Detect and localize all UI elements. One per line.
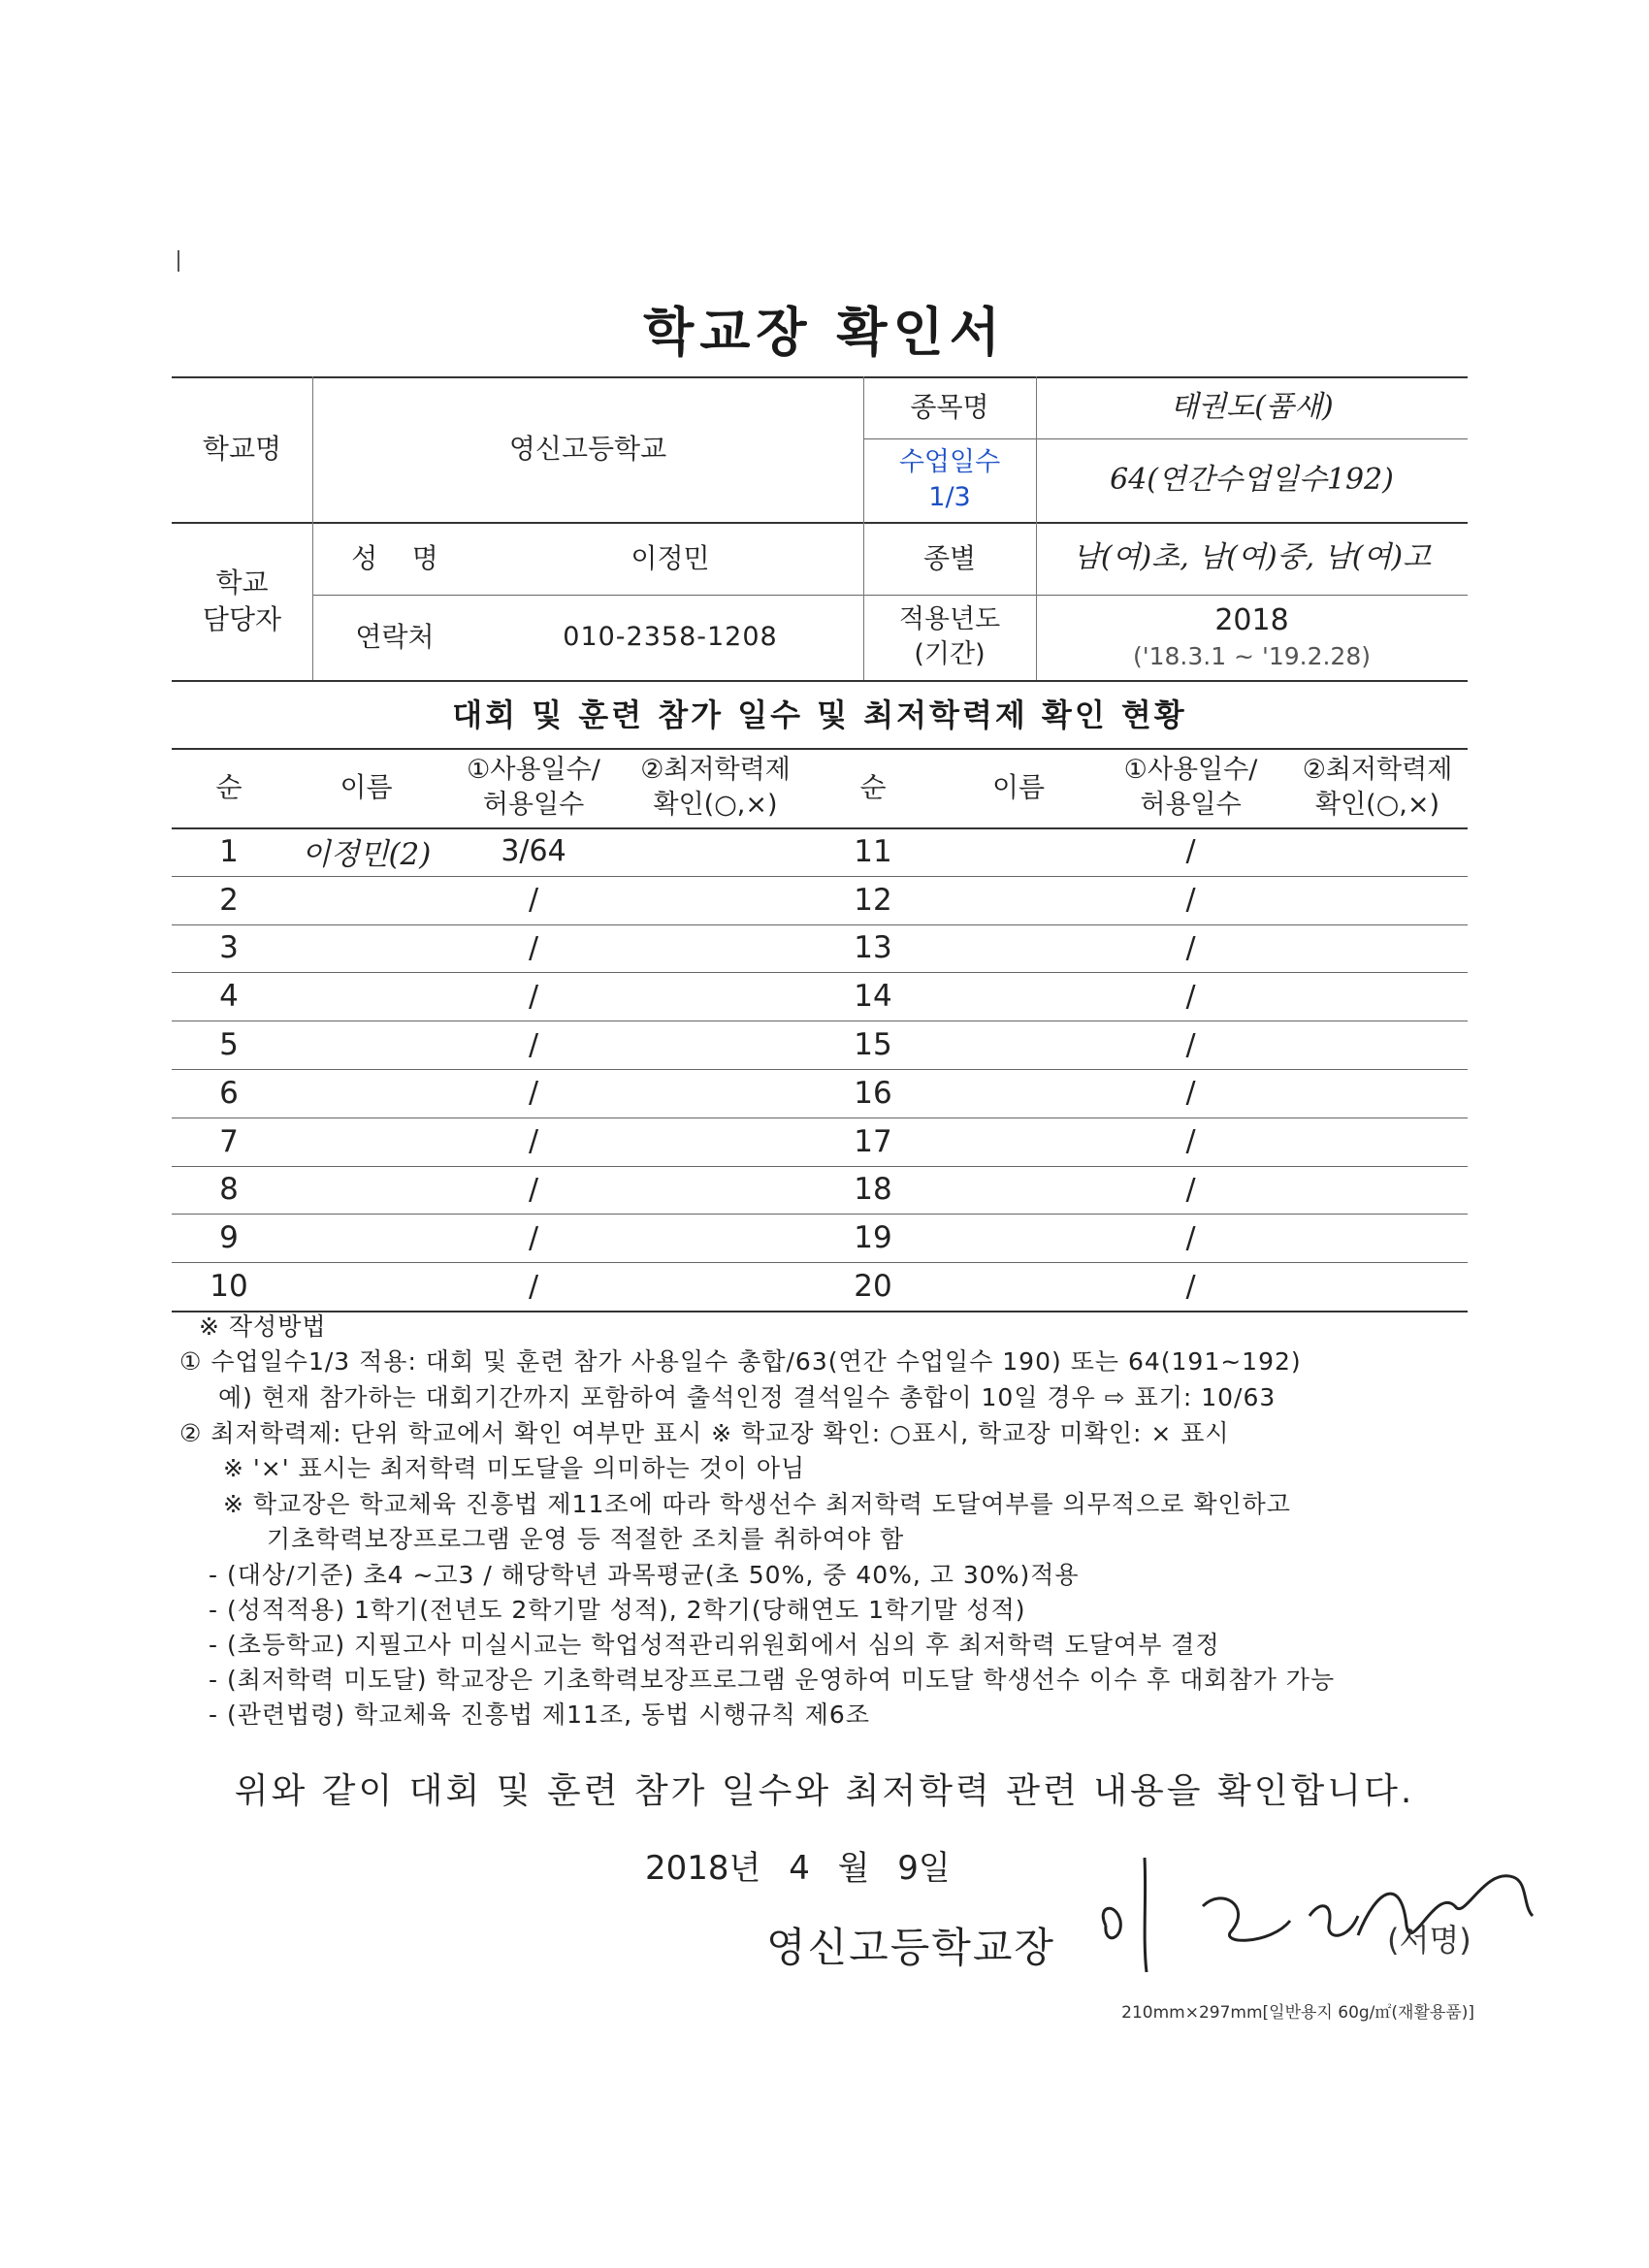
name-label: 성 명 (351, 541, 438, 574)
row-days: / (528, 930, 539, 965)
row-check (626, 1214, 805, 1262)
row-check (626, 1021, 805, 1069)
year-label: 적용년도 (기간) (898, 603, 1001, 669)
row-check (626, 1118, 805, 1166)
type-value: 남(여)초, 남(여)중, 남(여)고 (1072, 540, 1432, 575)
row-number: 14 (854, 979, 892, 1015)
row-days: 3/64 (501, 834, 566, 869)
row-name (286, 1214, 446, 1262)
row-days: / (528, 1027, 539, 1062)
row-number: 3 (219, 930, 239, 966)
principal-name: 영신고등학교장 (766, 1924, 1056, 1971)
days-label: 수업일수 1/3 (898, 446, 1001, 512)
row-number: 10 (210, 1269, 248, 1305)
row-days: / (528, 883, 539, 918)
row-check (1285, 1214, 1470, 1262)
row-days: / (528, 1220, 539, 1255)
row-number: 19 (854, 1220, 892, 1256)
note-5: ※ 학교장은 학교체육 진흥법 제11조에 따라 학생선수 최저학력 도달여부를 의무적으로 확인하고 (223, 1490, 1291, 1518)
event-label: 종목명 (910, 391, 989, 424)
row-number: 16 (854, 1075, 892, 1111)
row-number: 7 (219, 1123, 239, 1159)
row-number: 15 (854, 1027, 892, 1063)
row-number: 4 (219, 979, 239, 1015)
document-title: 학교장 확인서 (643, 302, 1006, 363)
row-check (626, 827, 805, 876)
row-number: 18 (854, 1172, 892, 1208)
row-number: 8 (219, 1172, 239, 1208)
confirm-statement: 위와 같이 대회 및 훈련 참가 일수와 최저학력 관련 내용을 확인합니다. (234, 1771, 1415, 1811)
row-name (941, 1262, 1096, 1311)
row-name (941, 972, 1096, 1021)
row-number: 6 (219, 1075, 239, 1111)
row-name (286, 1262, 446, 1311)
year-cell (1036, 595, 1468, 680)
school-label: 학교명 (202, 433, 282, 466)
contact-value: 010-2358-1208 (563, 621, 778, 652)
row-days: / (1185, 979, 1196, 1014)
signature (1067, 1848, 1571, 1978)
header-check: ②최저학력제 확인(○,×) (1302, 754, 1453, 820)
row-name (286, 924, 446, 973)
row-days: / (1185, 883, 1196, 918)
note-11: - (관련법령) 학교체육 진흥법 제11조, 동법 시행규칙 제6조 (209, 1701, 870, 1729)
note-10: - (최저학력 미도달) 학교장은 기초학력보장프로그램 운영하여 미도달 학생선수 이수 후 대회참가 가능 (209, 1666, 1336, 1694)
row-name (941, 1214, 1096, 1262)
event-value: 태권도(품새) (1170, 389, 1334, 424)
note-7: - (대상/기준) 초4 ~고3 / 해당학년 과목평균(초 50%, 중 40%, 고 30%)적용 (209, 1561, 1080, 1589)
row-days: / (1185, 1269, 1196, 1304)
header-days: ①사용일수/ 허용일수 (467, 754, 600, 820)
type-label: 종별 (922, 541, 977, 574)
row-number: 20 (854, 1269, 892, 1305)
row-number: 12 (854, 882, 892, 918)
row-check (626, 924, 805, 973)
row-check (1285, 1069, 1470, 1118)
date-line (645, 1841, 951, 1889)
row-check (1285, 1118, 1470, 1166)
row-check (1285, 1166, 1470, 1215)
paper-spec-footer: 210mm×297mm[일반용지 60g/㎡(재활용품)] (1121, 2003, 1474, 2023)
row-check (626, 1166, 805, 1215)
row-check (626, 876, 805, 924)
days-value: 64(연간수업일수192) (1110, 462, 1394, 497)
table-row-line (172, 1311, 1468, 1312)
row-name (941, 876, 1096, 924)
row-days: / (1185, 1172, 1196, 1207)
note-9: - (초등학교) 지필고사 미실시교는 학업성적관리위원회에서 심의 후 최저학력 도달여부 결정 (209, 1631, 1220, 1659)
row-days: / (528, 1076, 539, 1111)
notes-heading: ※ 작성방법 (199, 1312, 327, 1341)
row-name (286, 876, 446, 924)
row-check (626, 1069, 805, 1118)
row-check (1285, 1021, 1470, 1069)
staff-label: 학교 담당자 (202, 566, 282, 635)
row-check (1285, 972, 1470, 1021)
info-bottom-border (172, 680, 1468, 682)
signature-label: (서명) (1387, 1922, 1471, 1959)
row-name (286, 1021, 446, 1069)
row-number: 17 (854, 1123, 892, 1159)
row-name (941, 1118, 1096, 1166)
row-number: 11 (854, 833, 892, 869)
row-days: / (1185, 930, 1196, 965)
header-name: 이름 (340, 771, 393, 804)
row-days: / (528, 1172, 539, 1207)
scan-mark (178, 250, 179, 272)
row-name (286, 972, 446, 1021)
row-days: / (1185, 1220, 1196, 1255)
year-value: 2018 (1214, 602, 1289, 637)
row-number: 9 (219, 1220, 239, 1256)
section-title: 대회 및 훈련 참가 일수 및 최저학력제 확인 현황 (452, 697, 1187, 733)
row-number: 2 (219, 882, 239, 918)
row-name (941, 827, 1096, 876)
date-year: 2018년 (645, 1849, 761, 1888)
note-3: ② 최저학력제: 단위 학교에서 확인 여부만 표시 ※ 학교장 확인: ○표시, 학교장 미확인: × 표시 (179, 1419, 1230, 1447)
row-number: 13 (854, 930, 892, 966)
row-name (941, 1166, 1096, 1215)
contact-label: 연락처 (355, 621, 435, 654)
row-name (286, 1166, 446, 1215)
note-6: 기초학력보장프로그램 운영 등 적절한 조치를 취하여야 함 (267, 1525, 905, 1553)
row-number: 1 (219, 833, 239, 869)
period-value: ('18.3.1 ~ '19.2.28) (1132, 642, 1372, 671)
row-number: 5 (219, 1027, 239, 1063)
note-1: ① 수업일수1/3 적용: 대회 및 훈련 참가 사용일수 총합/63(연간 수업일수 190) 또는 64(191~192) (179, 1347, 1302, 1376)
school-value: 영신고등학교 (508, 433, 667, 466)
header-no: 순 (859, 771, 887, 804)
row-check (1285, 924, 1470, 973)
row-name (941, 924, 1096, 973)
row-check (626, 972, 805, 1021)
note-4: ※ '×' 표시는 최저학력 미도달을 의미하는 것이 아님 (223, 1454, 806, 1482)
row-days: / (528, 979, 539, 1014)
row-name (286, 1118, 446, 1166)
row-days: / (1185, 834, 1196, 869)
row-check (1285, 827, 1470, 876)
header-no: 순 (215, 771, 242, 804)
row-check (1285, 876, 1470, 924)
header-check: ②최저학력제 확인(○,×) (640, 754, 791, 820)
row-check (626, 1262, 805, 1311)
row-name (941, 1069, 1096, 1118)
row-name (941, 1021, 1096, 1069)
row-name (286, 1069, 446, 1118)
note-2: 예) 현재 참가하는 대회기간까지 포함하여 출석인정 결석일수 총합이 10일 경우 ⇨ 표기: 10/63 (218, 1383, 1277, 1411)
header-days: ①사용일수/ 허용일수 (1123, 754, 1258, 820)
header-name: 이름 (991, 771, 1046, 804)
row-days: / (1185, 1124, 1196, 1159)
note-8: - (성적적용) 1학기(전년도 2학기말 성적), 2학기(당해연도 1학기말 성적) (209, 1596, 1026, 1624)
row-check (1285, 1262, 1470, 1311)
name-value: 이정민 (630, 541, 710, 574)
row-days: / (1185, 1027, 1196, 1062)
signature-drawing (1067, 1848, 1571, 1974)
row-days: / (1185, 1076, 1196, 1111)
row-days: / (528, 1124, 539, 1159)
date-day: 9일 (897, 1849, 951, 1888)
date-month: 4 월 (789, 1849, 870, 1888)
row-days: / (528, 1269, 539, 1304)
row-name: 이정민(2) (301, 837, 432, 873)
